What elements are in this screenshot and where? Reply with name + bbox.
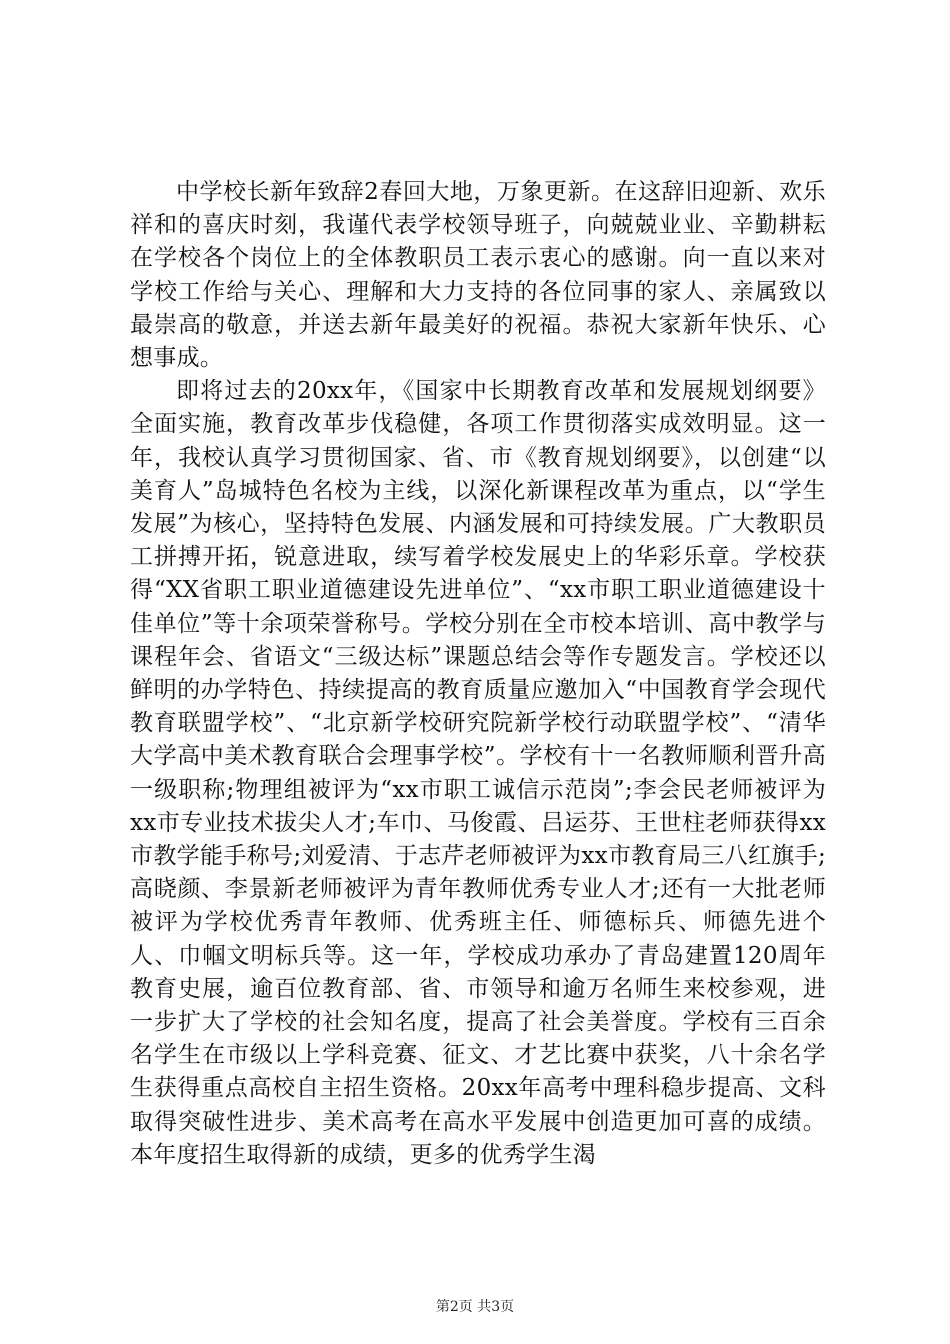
document-body [130, 176, 826, 1172]
page-footer: 第2页 共3页 [435, 1299, 515, 1315]
paragraph-greeting: 中学校长新年致辞2春回大地，万象更新。在这辞旧迎新、欢乐祥和的喜庆时刻，我谨代表学校领导班子，向兢兢业业、辛勤耕耘在学校各个岗位上的全体教职员工表示衷心的感谢。向一直以来对学校工作给与关心、理解和大力支持的各位同事的家人、亲属致以最崇高的敬意，并送去新年最美好的祝福。恭祝大家新年快乐、心想事成。 [130, 179, 826, 372]
paragraph-achievements: 即将过去的20xx年，《国家中长期教育改革和发展规划纲要》全面实施，教育改革步伐稳健，各项工作贯彻落实成效明显。这一年，我校认真学习贯彻国家、省、市《教育规划纲要》，以创建“以美育人”岛城特色名校为主线，以深化新课程改革为重点，以“学生发展”为核心，坚持特色发展、内涵发展和可持续发展。广大教职员工拼搏开拓，锐意进取，续写着学校发展史上的华彩乐章。学校获得“XX省职工职业道德建设先进单位”、“xx市职工职业道德建设十佳单位”等十余项荣誉称号。学校分别在全市校本培训、高中教学与课程年会、省语文“三级达标”课题总结会等作专题发言。学校还以鲜明的办学特色、持续提高的教育质量应邀加入“中国教育学会现代教育联盟学校”、“北京新学校研究院新学校行动联盟学校”、“清华大学高中美术教育联合会理事学校”。学校有十一名教师顺利晋升高一级职称;物理组被评为“xx市职工诚信示范岗”;李会民老师被评为xx市专业技术拔尖人才;车巾、马俊霞、吕运芬、王世柱老师获得xx市教学能手称号;刘爱清、于志芹老师被评为xx市教育局三八红旗手;高晓颜、李景新老师被评为青年教师优秀专业人才;还有一大批老师被评为学校优秀青年教师、优秀班主任、师德标兵、师德先进个人、巾帼文明标兵等。这一年，学校成功承办了青岛建置120周年教育史展，逾百位教育部、省、市领导和逾万名师生来校参观，进一步扩大了学校的社会知名度，提高了社会美誉度。学校有三百余名学生在市级以上学科竞赛、征文、才艺比赛中获奖，八十余名学生获得重点高校自主招生资格。20xx年高考中理科稳步提高、文科取得突破性进步、美术高考在高水平发展中创造更加可喜的成绩。本年度招生取得新的成绩，更多的优秀学生渴 [130, 378, 826, 1168]
